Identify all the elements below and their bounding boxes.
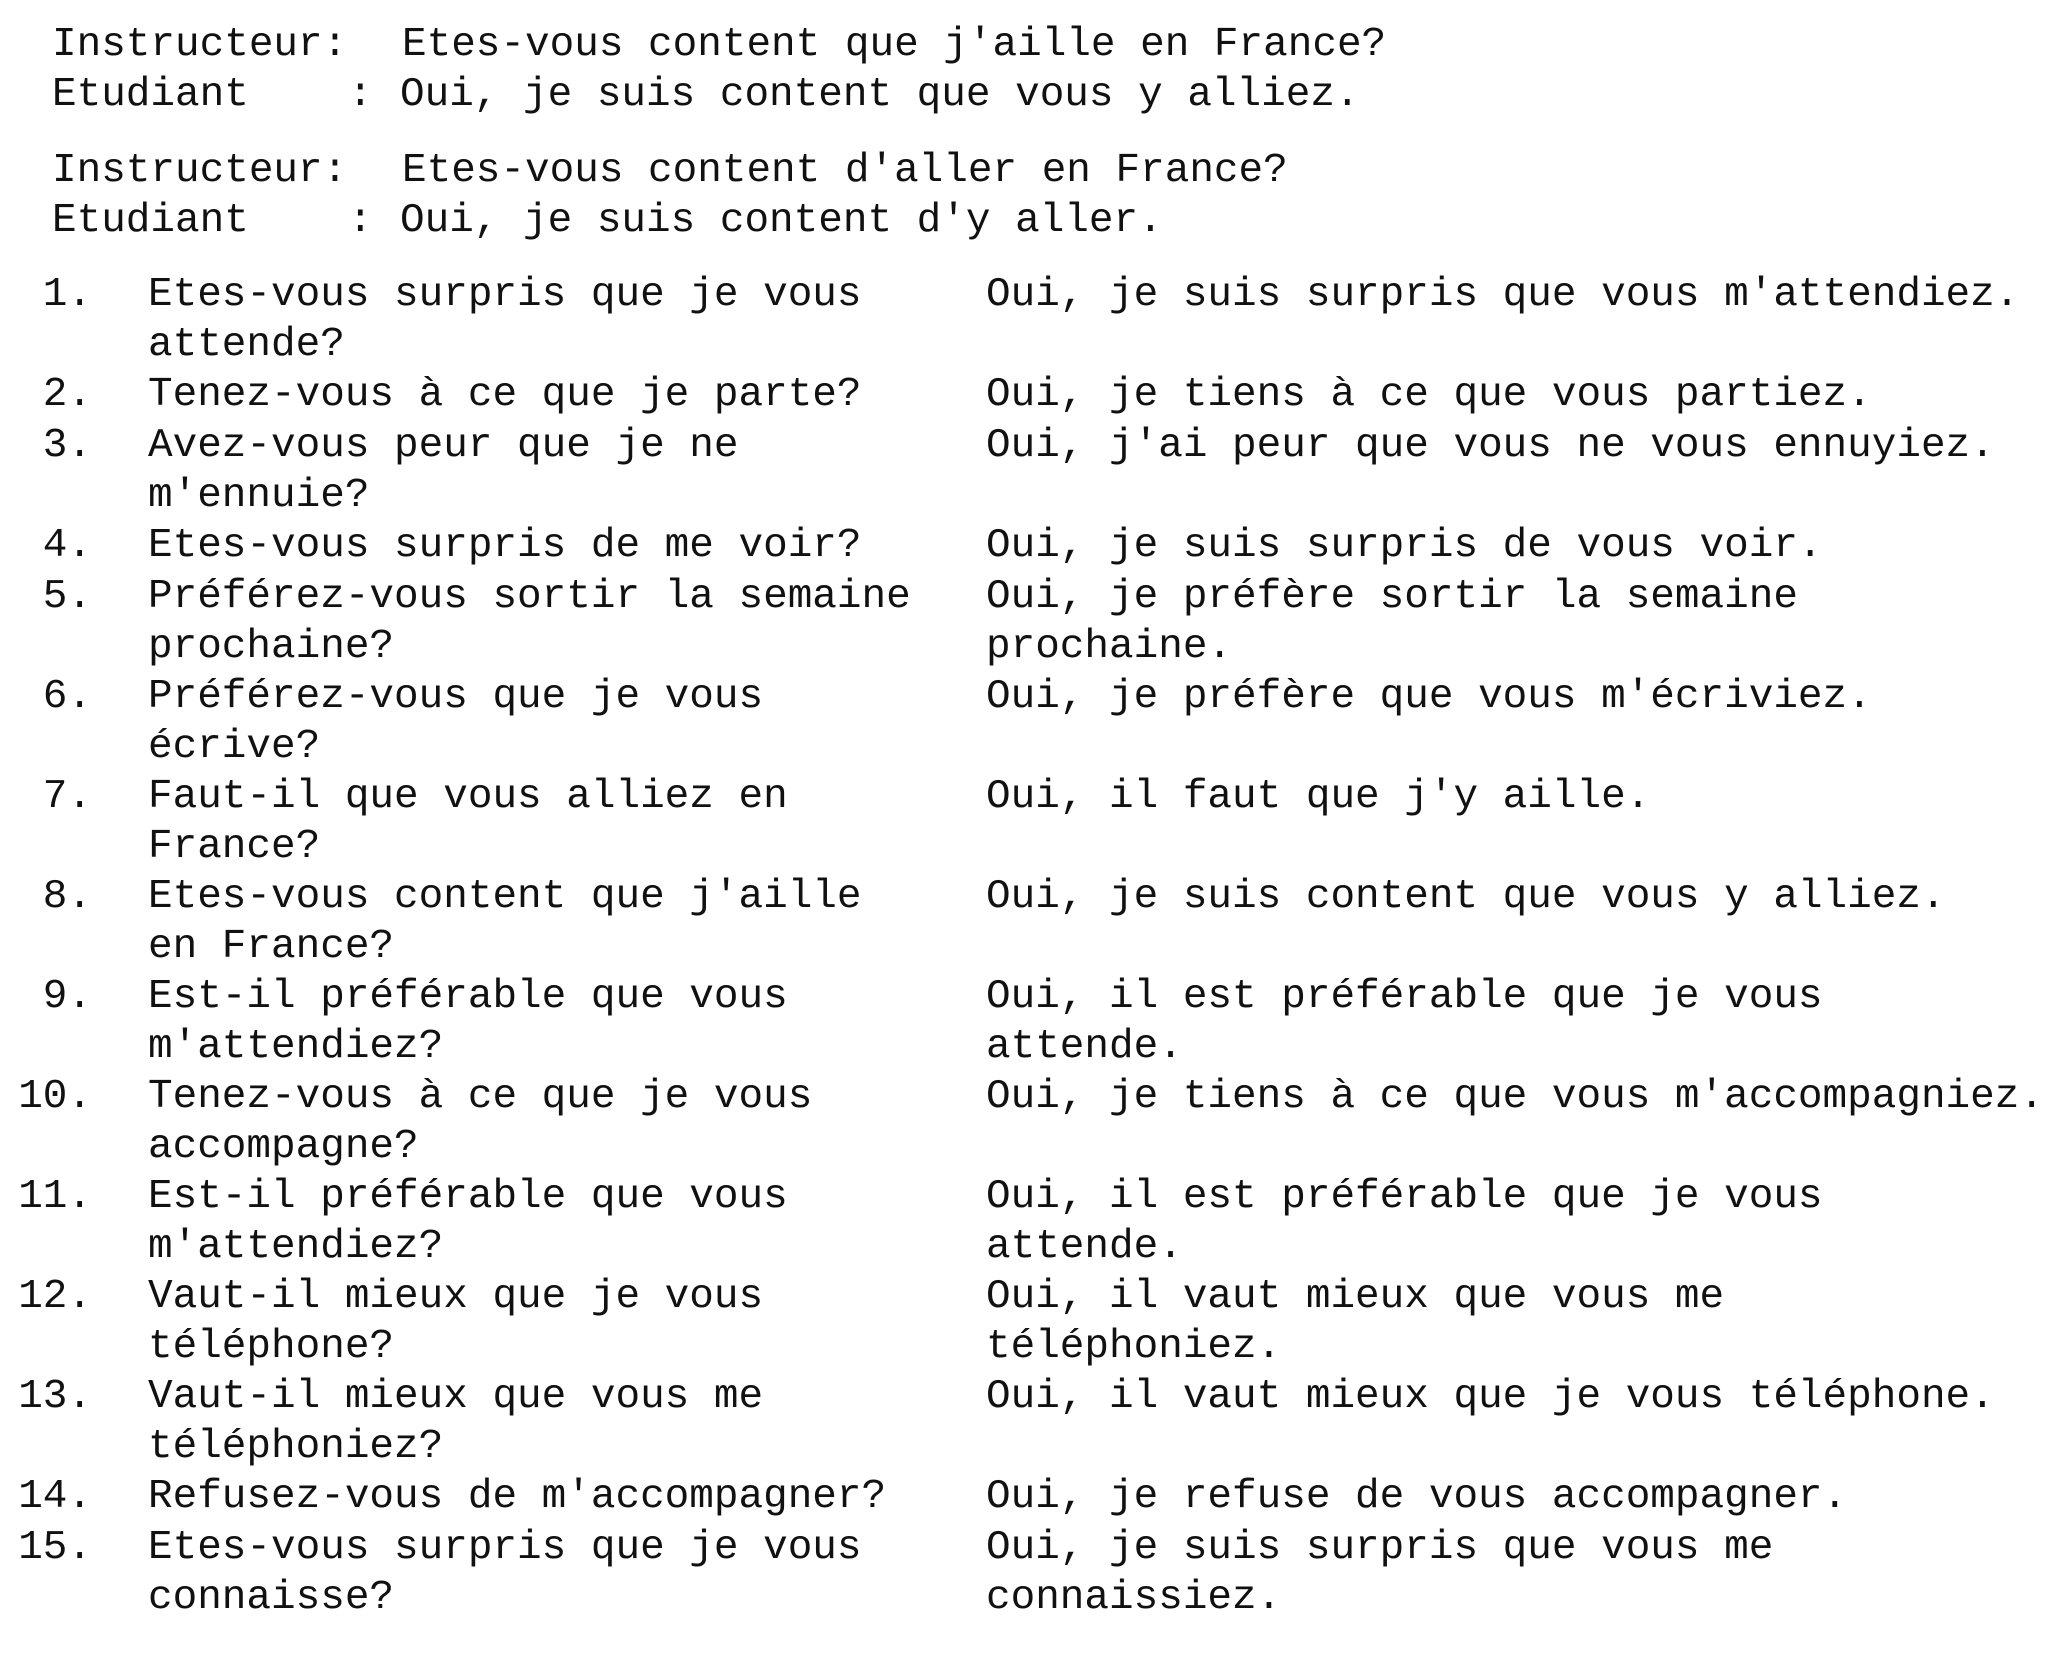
- item-question: Etes-vous surpris que je vous attende?: [148, 272, 862, 368]
- item-answer: Oui, j'ai peur que vous ne vous ennuyiez.: [986, 423, 1995, 469]
- drill-item: [0, 1472, 2072, 1523]
- student-text: Oui, je suis content d'y aller.: [400, 198, 1163, 244]
- item-answer: Oui, je suis surpris que vous m'attendiez.: [986, 272, 2020, 318]
- item-question: Vaut-il mieux que vous me téléphoniez?: [148, 1374, 764, 1470]
- drill-item: [0, 772, 2072, 872]
- item-answer: Oui, il faut que j'y aille.: [986, 774, 1651, 820]
- instructor-label: Instructeur:: [52, 22, 348, 68]
- item-answer: Oui, il est préférable que je vous attende.: [986, 1174, 1823, 1270]
- item-answer: Oui, je suis content que vous y alliez.: [986, 874, 1946, 920]
- item-number: 2.: [42, 372, 92, 418]
- item-answer: Oui, je tiens à ce que vous partiez.: [986, 372, 1872, 418]
- item-number: 5.: [42, 574, 92, 620]
- drill-item: [0, 1523, 2072, 1623]
- drill-item: [0, 521, 2072, 572]
- item-answer: Oui, je préfère que vous m'écriviez.: [986, 674, 1872, 720]
- item-number: 15.: [18, 1525, 92, 1571]
- item-question: Vaut-il mieux que je vous téléphone?: [148, 1274, 764, 1370]
- item-answer: Oui, il vaut mieux que vous me téléphoniez.: [986, 1274, 1725, 1370]
- item-answer: Oui, il est préférable que je vous attende.: [986, 974, 1823, 1070]
- instructor-line: [52, 146, 1288, 196]
- item-question: Préférez-vous que je vous écrive?: [148, 674, 764, 770]
- item-answer: Oui, je préfère sortir la semaine prochaine.: [986, 574, 1798, 670]
- item-number: 3.: [42, 423, 92, 469]
- item-number: 14.: [18, 1474, 92, 1520]
- student-line: [52, 70, 1386, 120]
- item-question: Tenez-vous à ce que je parte?: [148, 372, 862, 418]
- item-number: 6.: [42, 674, 92, 720]
- item-number: 4.: [42, 523, 92, 569]
- item-question: Etes-vous content que j'aille en France?: [148, 874, 862, 970]
- item-number: 12.: [18, 1274, 92, 1320]
- item-question: Est-il préférable que vous m'attendiez?: [148, 974, 788, 1070]
- drill-item: [0, 421, 2072, 521]
- student-label: Etudiant: [52, 198, 249, 244]
- drill-item: [0, 872, 2072, 972]
- item-number: 1.: [42, 272, 92, 318]
- item-question: Avez-vous peur que je ne m'ennuie?: [148, 423, 739, 519]
- drill-item: [0, 972, 2072, 1072]
- student-text: Oui, je suis content que vous y alliez.: [400, 72, 1360, 118]
- item-number: 7.: [42, 774, 92, 820]
- item-answer: Oui, je suis surpris que vous me connaissiez.: [986, 1525, 1774, 1621]
- item-question: Faut-il que vous alliez en France?: [148, 774, 788, 870]
- item-answer: Oui, je refuse de vous accompagner.: [986, 1474, 1848, 1520]
- student-colon: :: [348, 72, 373, 118]
- example-dialogue-1: [52, 20, 1386, 120]
- item-question: Etes-vous surpris de me voir?: [148, 523, 862, 569]
- drill-item: [0, 1272, 2072, 1372]
- item-number: 8.: [42, 874, 92, 920]
- item-question: Etes-vous surpris que je vous connaisse?: [148, 1525, 862, 1621]
- item-number: 11.: [18, 1174, 92, 1220]
- drill-item: [0, 672, 2072, 772]
- drill-list: [0, 270, 2072, 1623]
- drill-item: [0, 1172, 2072, 1272]
- drill-item: [0, 270, 2072, 370]
- item-question: Est-il préférable que vous m'attendiez?: [148, 1174, 788, 1270]
- item-question: Tenez-vous à ce que je vous accompagne?: [148, 1074, 813, 1170]
- student-label: Etudiant: [52, 72, 249, 118]
- instructor-label: Instructeur:: [52, 148, 348, 194]
- instructor-text: Etes-vous content que j'aille en France?: [402, 22, 1387, 68]
- item-answer: Oui, je tiens à ce que vous m'accompagniez.: [986, 1074, 2044, 1120]
- drill-item: [0, 370, 2072, 421]
- item-answer: Oui, je suis surpris de vous voir.: [986, 523, 1823, 569]
- item-question: Préférez-vous sortir la semaine prochaine?: [148, 574, 911, 670]
- drill-item: [0, 1072, 2072, 1172]
- item-number: 9.: [42, 974, 92, 1020]
- drill-item: [0, 1372, 2072, 1472]
- example-dialogue-2: [52, 146, 1288, 246]
- student-colon: :: [348, 198, 373, 244]
- item-answer: Oui, il vaut mieux que je vous téléphone.: [986, 1374, 1995, 1420]
- item-number: 13.: [18, 1374, 92, 1420]
- instructor-text: Etes-vous content d'aller en France?: [402, 148, 1288, 194]
- instructor-line: [52, 20, 1386, 70]
- item-question: Refusez-vous de m'accompagner?: [148, 1474, 887, 1520]
- item-number: 10.: [18, 1074, 92, 1120]
- student-line: [52, 196, 1288, 246]
- drill-item: [0, 572, 2072, 672]
